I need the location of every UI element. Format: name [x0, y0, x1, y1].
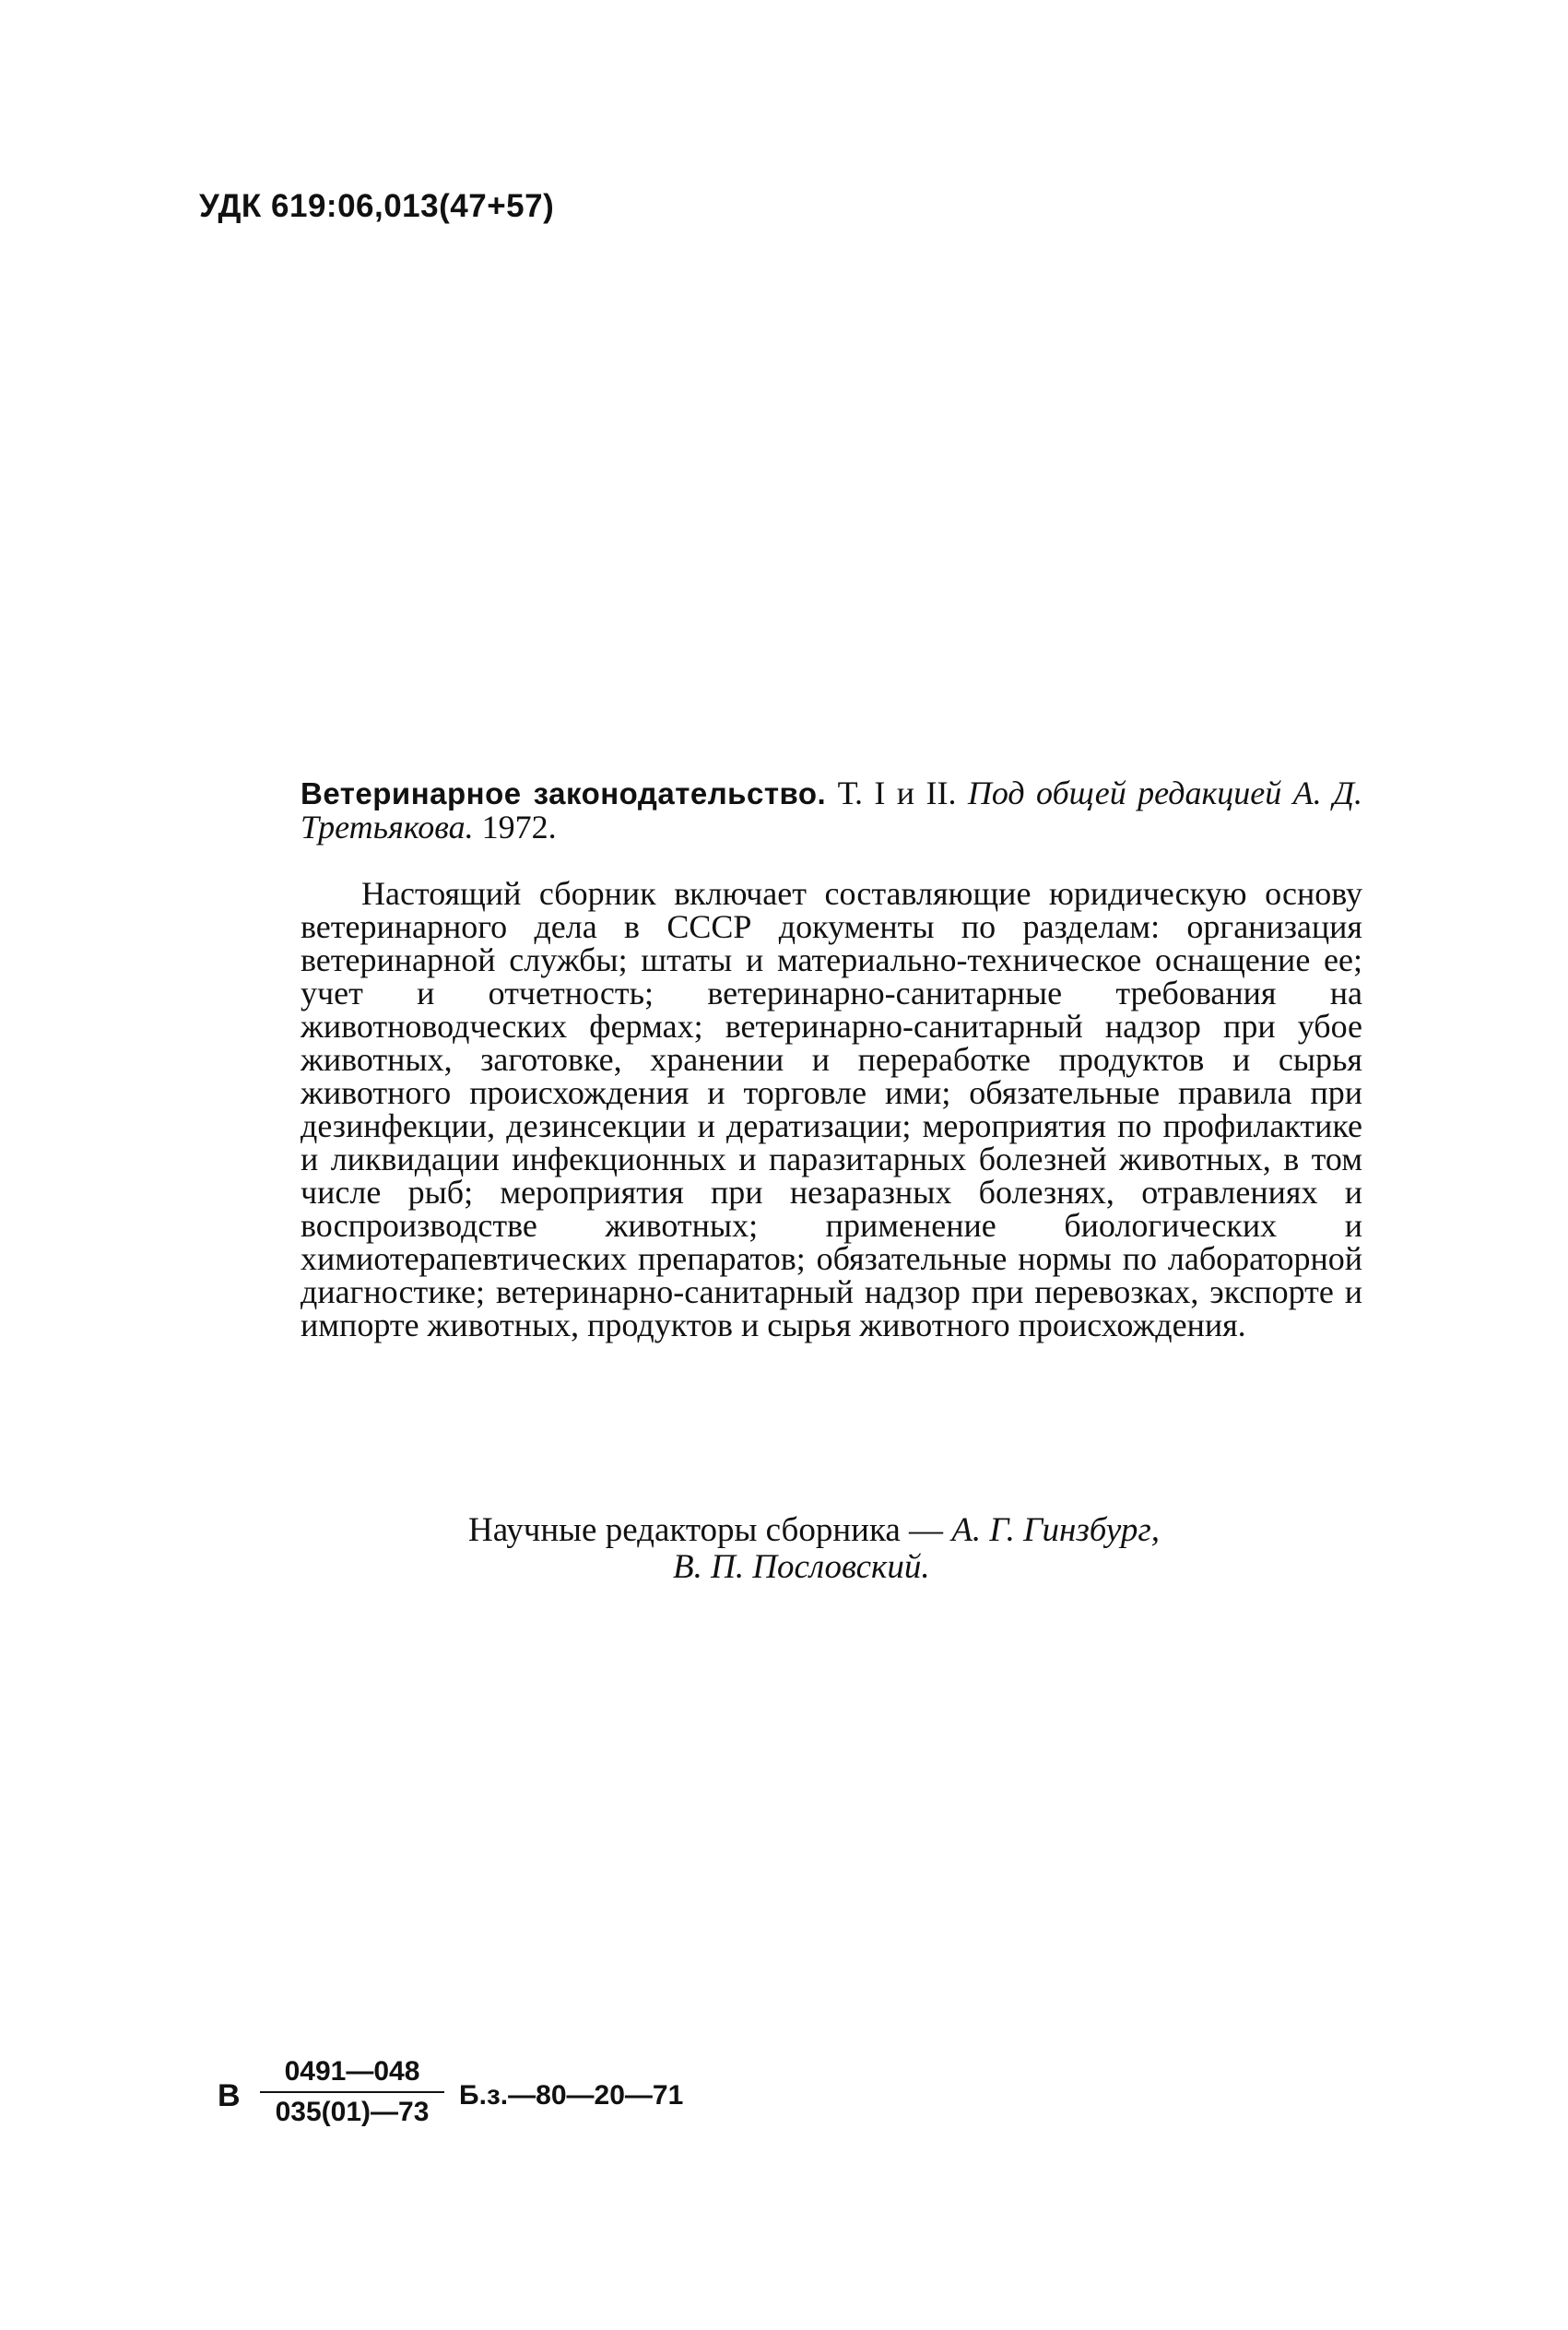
scientific-editors — [0, 1512, 1568, 1586]
imprint-numerator: 0491—048 — [260, 2056, 444, 2093]
citation-year: 1972. — [481, 809, 557, 846]
citation — [301, 776, 1362, 844]
citation-volumes: Т. I и II. — [837, 775, 957, 811]
imprint-fraction — [260, 2056, 444, 2128]
udc-classification: УДК 619:06,013(47+57) — [199, 188, 555, 224]
editors-label: Научные редакторы сборника — — [468, 1511, 944, 1549]
editor-name-2: В. П. Пословский. — [673, 1548, 930, 1586]
imprint-denominator: 035(01)—73 — [275, 2097, 430, 2127]
editor-name-1: А. Г. Гинзбург, — [951, 1511, 1161, 1549]
citation-editor: Под общей редакцией А. Д. Третьякова. — [301, 775, 1362, 846]
abstract-block — [301, 776, 1362, 1342]
imprint-order-code: Б.з.—80—20—71 — [459, 2080, 684, 2111]
citation-title: Ветеринарное законодательство. — [301, 776, 827, 810]
description-paragraph: Настоящий сборник включает составляющие юридическую основу ветеринарного дела в СССР документы по разделам: организация ветеринарной службы; штаты и материально-техническое оснащение ее; учет и отчетность; ветеринарно-санитарные требования на животноводческих фермах; ветеринарно-санитарный надзор при убое животных, заготовке, хранении и переработке продуктов и сырья животного происхождения и торговле ими; обязательные правила при дезинфекции, дезинсекции и дератизации; мероприятия по профилактике и ликвидации инфекционных и паразитарных болезней животных, в том числе рыб; мероприятия при незаразных болезнях, отравлениях и воспроизводстве животных; применение биологических и химиотерапевтических препаратов; обязательные нормы по лабораторной диагностике; ветеринарно-санитарный надзор при перевозках, экспорте и импорте животных, продуктов и сырья животного происхождения. — [301, 875, 1362, 1343]
imprint-letter: В — [218, 2078, 241, 2113]
